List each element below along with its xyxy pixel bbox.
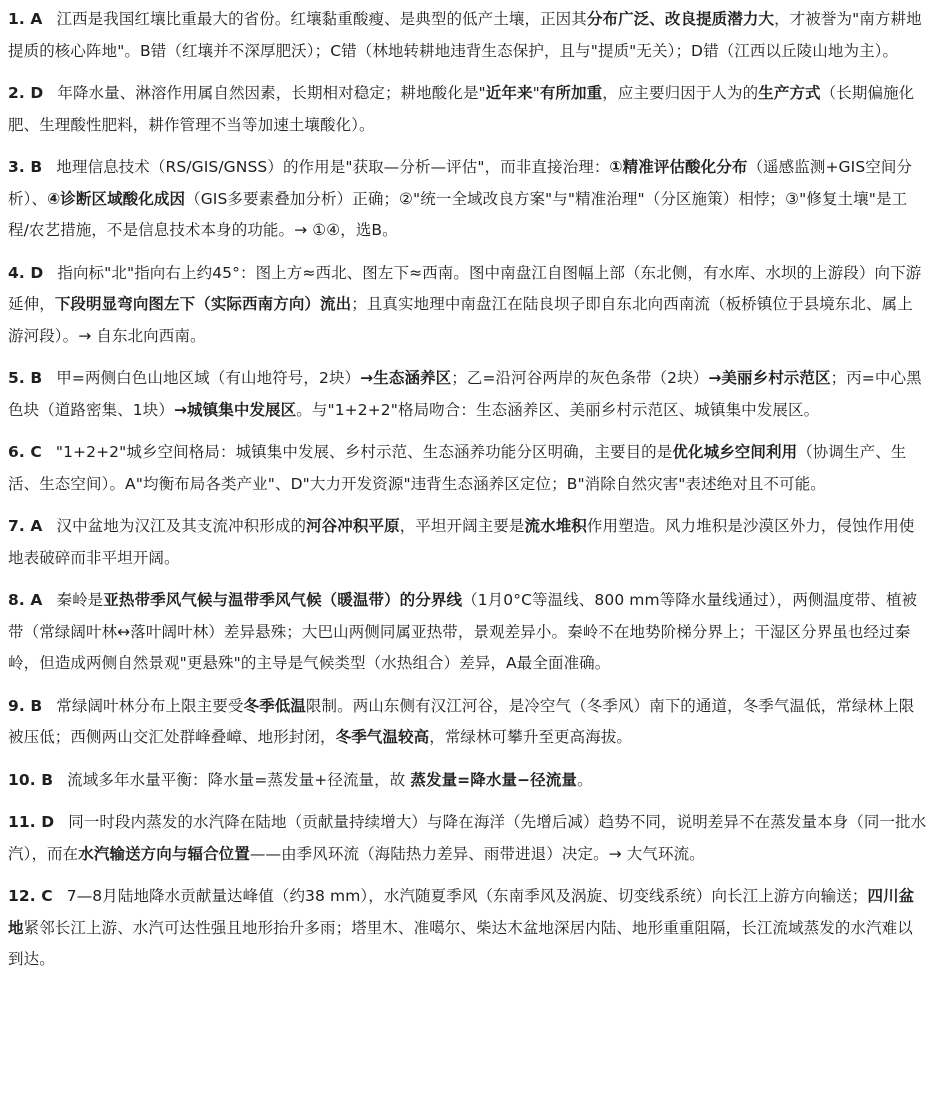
answer-text: ，平坦开阔主要是: [399, 517, 525, 535]
answer-text: 汉中盆地为汉江及其支流冲积形成的: [56, 517, 307, 535]
answer-keypoint: 冬季低温: [243, 696, 306, 715]
answer-text: 限制。两山东侧有汉江河谷，是冷空气（冬季风）南下的通道，冬季气温低，常绿林上限被压低；西侧两山交汇处群峰叠嶂、地形封闭，: [8, 696, 915, 746]
answer-text: ——由季风环流（海陆热力差异、雨带进退）决定。→ 大气环流。: [249, 844, 705, 863]
answer-item: [8, 585, 928, 680]
answer-item: [8, 807, 928, 870]
answer-text: （GIS多要素叠加分析）正确；②"统一全域改良方案"与"精准治理"（分区施策）相悖；③"修复土壤"是工程/农艺措施，不是信息技术本身的功能。→ ①④，选B。: [8, 189, 908, 239]
answer-item: [8, 363, 928, 426]
answer-keypoint: ①精准评估酸化分布: [609, 158, 748, 176]
answer-number: 9. B: [8, 696, 43, 715]
answer-keypoint: 亚热带季风气候与温带季风气候（暖温带）的分界线: [103, 591, 463, 609]
answer-number: 4. D: [8, 263, 44, 282]
answer-text: ，才被誉为"南方耕地提质的核心阵地"。B错（红壤并不深厚肥沃）；C错（林地转耕地违背生态保护，且与"提质"无关）；D错（江西以丘陵山地为主）。: [8, 10, 922, 60]
answer-item: [8, 152, 928, 247]
answer-text: 流域多年水量平衡：降水量=蒸发量+径流量，故: [67, 770, 411, 789]
answer-number: 11. D: [8, 813, 55, 831]
answer-text: "1+2+2"城乡空间格局：城镇集中发展、乡村示范、生态涵养功能分区明确，主要目的是: [55, 443, 673, 461]
answer-number: 1. A: [8, 10, 43, 28]
answer-text: 地理信息技术（RS/GIS/GNSS）的作用是"获取—分析—评估"，而非直接治理：: [56, 158, 610, 176]
answer-keypoint: 下段明显弯向图左下（实际西南方向）流出: [54, 295, 352, 313]
answer-text: ；乙=沿河谷两岸的灰色条带（2块）: [451, 369, 709, 387]
answer-item: [8, 765, 928, 797]
answer-keypoint: →生态涵养区: [360, 369, 452, 387]
answer-item: [8, 78, 928, 141]
answer-text: 常绿阔叶林分布上限主要受: [56, 696, 244, 715]
answer-number: 8. A: [8, 591, 43, 609]
answer-keypoint: 流水堆积: [524, 517, 587, 535]
answer-keypoint: ④诊断区域酸化成因: [47, 189, 186, 208]
answer-keypoint: 分布广泛、改良提质潜力大: [586, 10, 775, 28]
answer-text: （遥感监测+GIS空间分析）、: [8, 158, 913, 208]
answer-item: [8, 437, 928, 500]
answer-text: 江西是我国红壤比重最大的省份。红壤黏重酸瘦、是典型的低产土壤，正因其: [56, 10, 587, 28]
answer-text: ，常绿林可攀升至更高海拔。: [429, 728, 633, 746]
answer-keypoint: 冬季气温较高: [335, 728, 430, 746]
answer-keypoint: 蒸发量=降水量−径流量: [410, 770, 577, 789]
answer-text: ；丙=中心黑色块（道路密集、1块）: [8, 369, 922, 419]
answer-keypoint: 四川盆地: [8, 887, 915, 937]
answer-text: （1月0°C等温线、800 mm等降水量线通过），两侧温度带、植被带（常绿阔叶林↔落叶阔叶林）差异悬殊；大巴山两侧同属亚热带，景观差异小。秦岭不在地势阶梯分界上；干湿区分界虽也经过秦岭，但造成两侧自然景观"更悬殊"的主导是气候类型（水热组合）差异，A最全面准确。: [8, 591, 918, 672]
answer-item: [8, 511, 928, 574]
answer-text: 年降水量、淋溶作用属自然因素，长期相对稳定；耕地酸化是": [57, 84, 486, 102]
answer-text: （协调生产、生活、生态空间）。A"均衡布局各类产业"、D"大力开发资源"违背生态涵养区定位；B"消除自然灾害"表述绝对且不可能。: [8, 443, 907, 493]
answer-item: [8, 258, 928, 353]
answer-keypoint: 水汽输送方向与辐合位置: [78, 844, 250, 863]
answer-text: ，应主要归因于人为的: [602, 84, 759, 102]
answer-number: 12. C: [8, 887, 53, 905]
answer-number: 10. B: [8, 770, 54, 789]
answer-text: 指向标"北"指向右上约45°：图上方≈西北、图左下≈西南。图中南盘江自图幅上部（东北侧，有水库、水坝的上游段）向下游延伸，: [8, 263, 922, 313]
answer-keypoint: 生产方式: [758, 84, 821, 102]
answer-item: [8, 881, 928, 976]
answer-text: 7—8月陆地降水贡献量达峰值（约38 mm），水汽随夏季风（东南季风及涡旋、切变线系统）向长江上游方向输送；: [66, 887, 868, 905]
answer-number: 2. D: [8, 84, 44, 102]
answer-number: 6. C: [8, 443, 42, 461]
answer-text: 。与"1+2+2"格局吻合：生态涵养区、美丽乡村示范区、城镇集中发展区。: [296, 400, 820, 419]
answer-keypoint: →城镇集中发展区: [173, 400, 297, 419]
answer-text: （长期偏施化肥、生理酸性肥料，耕作管理不当等加速土壤酸化）。: [8, 84, 915, 134]
answer-text: 秦岭是: [56, 591, 104, 609]
answer-number: 7. A: [8, 517, 43, 535]
answer-item: [8, 691, 928, 754]
answer-keypoint: 有所加重: [539, 84, 603, 102]
answer-text: 同一时段内蒸发的水汽降在陆地（贡献量持续增大）与降在海洋（先增后减）趋势不同，说明差异不在蒸发量本身（同一批水汽），而在: [8, 813, 927, 863]
answer-keypoint: →美丽乡村示范区: [708, 369, 831, 387]
answer-text: ": [532, 84, 540, 102]
answer-text: 。: [576, 770, 593, 789]
answer-text: 作用塑造。风力堆积是沙漠区外力，侵蚀作用使地表破碎而非平坦开阔。: [8, 517, 915, 567]
answer-item: [8, 4, 928, 67]
answer-keypoint: 河谷冲积平原: [306, 517, 400, 535]
answer-text: 甲=两侧白色山地区域（有山地符号，2块）: [56, 369, 361, 387]
answer-text: ；且真实地理中南盘江在陆良坝子即自东北向西南流（板桥镇位于县境东北、属上游河段）。→ 自东北向西南。: [8, 295, 913, 345]
answer-number: 5. B: [8, 369, 43, 387]
answer-number: 3. B: [8, 158, 43, 176]
answer-text: 紧邻长江上游、水汽可达性强且地形抬升多雨；塔里木、准噶尔、柴达木盆地深居内陆、地形重重阻隔，长江流域蒸发的水汽难以到达。: [8, 918, 913, 968]
answer-keypoint: 近年来: [485, 84, 533, 102]
answer-keypoint: 优化城乡空间利用: [672, 443, 798, 461]
